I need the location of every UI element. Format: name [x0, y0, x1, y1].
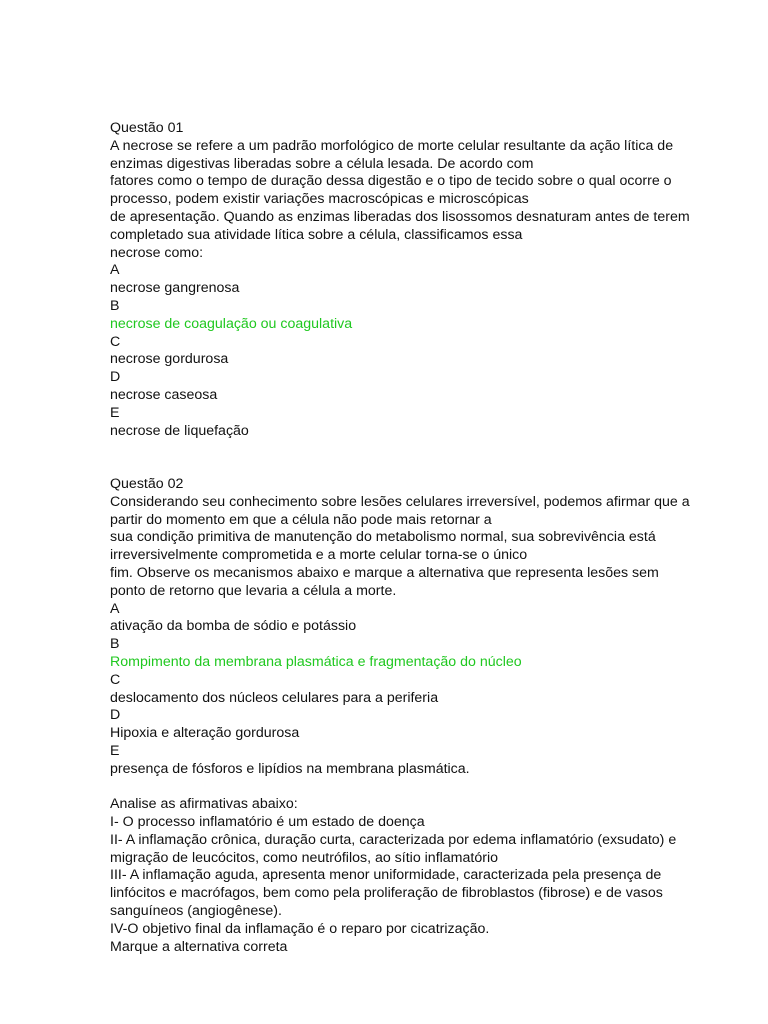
- question-02-options: [110, 601, 710, 779]
- question-02-title: Questão 02: [110, 475, 184, 492]
- option-letter-e: E: [110, 404, 120, 421]
- option-letter-b: B: [110, 636, 120, 653]
- affirmative-line: I- O processo inflamatório é um estado de doença: [110, 814, 425, 831]
- question-01: [110, 120, 710, 440]
- question-02-statement: [110, 494, 710, 601]
- statement-line: Considerando seu conhecimento sobre lesões celulares irreversível, podemos afirmar que a: [110, 493, 690, 510]
- statement-line: completado sua atividade lítica sobre a célula, classificamos essa: [110, 226, 523, 243]
- option-letter-a: A: [110, 262, 120, 279]
- statement-line: ponto de retorno que levaria a célula a morte.: [110, 582, 397, 599]
- option-text-e: presença de fósforos e lipídios na membrana plasmática.: [110, 760, 470, 777]
- statement-line: de apresentação. Quando as enzimas liberadas dos lisossomos desnaturam antes de terem: [110, 208, 690, 225]
- option-letter-a: A: [110, 600, 120, 617]
- statement-line: fatores como o tempo de duração dessa digestão e o tipo de tecido sobre o qual ocorre o: [110, 173, 672, 190]
- option-letter-c: C: [110, 671, 121, 688]
- option-text-b-correct: necrose de coagulação ou coagulativa: [110, 315, 353, 332]
- statement-line: necrose como:: [110, 244, 204, 261]
- option-text-d: necrose caseosa: [110, 386, 218, 403]
- option-text-a: necrose gangrenosa: [110, 280, 240, 297]
- statement-line: processo, podem existir variações macroscópicas e microscópicas: [110, 191, 529, 208]
- option-letter-d: D: [110, 369, 121, 386]
- affirmative-line: III- A inflamação aguda, apresenta menor uniformidade, caracterizada pela presença de: [110, 867, 662, 884]
- affirmative-line: IV-O objetivo final da inflamação é o reparo por cicatrização.: [110, 920, 490, 937]
- affirmative-line: linfócitos e macrófagos, bem como pela proliferação de fibroblastos (fibrose) e de vasos: [110, 885, 663, 902]
- option-letter-c: C: [110, 333, 121, 350]
- affirmative-line: migração de leucócitos, como neutrófilos, ao sítio inflamatório: [110, 849, 498, 866]
- question-01-title: Questão 01: [110, 120, 184, 136]
- affirmative-line: sanguíneos (angiogênese).: [110, 903, 282, 920]
- statement-line: partir do momento em que a célula não pode mais retornar a: [110, 511, 492, 528]
- section-spacer: [110, 778, 710, 796]
- statement-line: A necrose se refere a um padrão morfológico de morte celular resultante da ação lítica de: [110, 137, 674, 154]
- document-page: [110, 120, 710, 956]
- question-01-statement: [110, 138, 710, 263]
- option-letter-d: D: [110, 707, 121, 724]
- question-03-intro: Analise as afirmativas abaixo:: [110, 796, 298, 813]
- option-text-a: ativação da bomba de sódio e potássio: [110, 618, 357, 635]
- section-spacer: [110, 440, 710, 476]
- option-letter-e: E: [110, 742, 120, 759]
- option-text-c: necrose gordurosa: [110, 351, 229, 368]
- option-text-c: deslocamento dos núcleos celulares para a periferia: [110, 689, 439, 706]
- affirmative-line: II- A inflamação crônica, duração curta, caracterizada por edema inflamatório (exsudato) e: [110, 831, 677, 848]
- question-02: [110, 476, 710, 779]
- statement-line: sua condição primitiva de manutenção do metabolismo normal, sua sobrevivência está: [110, 529, 656, 546]
- option-text-b-correct: Rompimento da membrana plasmática e fragmentação do núcleo: [110, 653, 522, 670]
- option-text-e: necrose de liquefação: [110, 422, 249, 439]
- option-letter-b: B: [110, 297, 120, 314]
- question-03-prompt: Marque a alternativa correta: [110, 938, 288, 955]
- statement-line: irreversivelmente comprometida e a morte celular torna-se o único: [110, 547, 528, 564]
- statement-line: fim. Observe os mecanismos abaixo e marque a alternativa que representa lesões sem: [110, 564, 659, 581]
- question-01-options: [110, 262, 710, 440]
- statement-line: enzimas digestivas liberadas sobre a célula lesada. De acordo com: [110, 155, 534, 172]
- option-text-d: Hipoxia e alteração gordurosa: [110, 725, 300, 742]
- question-03: [110, 796, 710, 956]
